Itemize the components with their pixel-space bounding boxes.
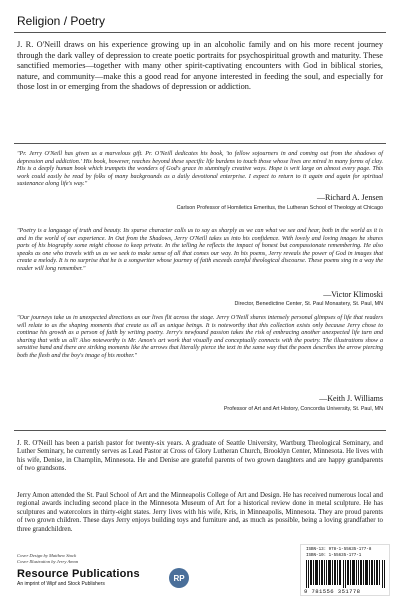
isbn-10: ISBN-10: 1-55635-177-1: [306, 554, 362, 558]
isbn-13: ISBN-13: 978-1-55635-177-8: [306, 548, 372, 552]
publisher-logo-icon: RP: [169, 568, 189, 588]
endorsement-quote: "Pr. Jerry O'Neill has given us a marvelous gift. Pr. O'Neill dedicates his book, 'to fellow sojourners in and coming out from the shadows of depression and addiction.' His book, however, reaches beyond these specific life burdens to touch those whose lives are mired in many forms of clay. His is a deeply human book which trumpets the wonders of God's grace in stunningly creative ways. Hope is writ large on almost every page. This work could easily be read by folks of many backgrounds as a daily devotional enterprise. I expect to return to it again and again for spiritual sustenance along life's way.": [17, 151, 383, 188]
endorser-title: Director, Benedictine Center, St. Paul Monastery, St. Paul, MN: [234, 301, 383, 307]
illustrator-bio: Jerry Amon attended the St. Paul School of Art and the Minneapolis College of Art and Design. He has received numerous local and regional awards including second place in the Minnesota Museum of Art for a historical review done in metal sculpture. He has sculptures and watercolors in thirty-eight states. Jerry lives with his wife, Kris, in Minneapolis, Minnesota. They are proud parents of two grown children. These days Jerry enjoys building toys and furniture and, as much as possible, being a loving grandfather to three grandchildren.: [17, 492, 383, 533]
divider: [14, 143, 386, 144]
endorsement-quote: "Poetry is a language of truth and beauty. Its sparse character calls us to say as sharply as we can what we see and hear, both in the world as it is and in the world of our experience. In Out from the Shadows, Jerry O'Neill takes us into his confidence. With lovely and loving images he shares parts of his biography some might choose to keep private. In the telling he reflects the impact of honest but compassionate remembering. He also speaks as one who travels with us as we seek to make sense of all that comes our way. In his poems, Jerry reveals the power of God in images that create a melody. It is no surprise that he is a songwriter whose journey of faith exceeds careful theological discourse. These poems sing in a way the reader will long remember.": [17, 228, 383, 272]
divider: [14, 32, 386, 33]
barcode-number: 9 781556 351778: [304, 588, 361, 595]
book-description: J. R. O'Neill draws on his experience growing up in an alcoholic family and on his more recent journey through the dark valley of depression to create poetic portraits for psychospiritual growth and maturity. These sanctified memories—together with many other spirit-captivating encounters with God in biblical stories, nature, and community—make this a good read for anyone interested in feeding the soul, and especially for those lost in or emerging from the shadows of depression or addiction.: [17, 40, 383, 92]
author-bio: J. R. O'Neill has been a parish pastor for twenty-six years. A graduate of Seattle University, Wartburg Theological Seminary, and Luther Seminary, he currently serves as Lead Pastor at Cross of Glory Lutheran Church, Brooklyn Center, Minnesota. He lives with his wife, Denise, in Champlin, Minnesota. He and Denise are grateful parents of two grown daughters and are happy grandparents of two grandsons.: [17, 440, 383, 473]
category-label: Religion / Poetry: [17, 14, 106, 28]
publisher-subtitle: An imprint of Wipf and Stock Publishers: [17, 581, 105, 587]
endorser-title: Carlson Professor of Homiletics Emeritus, the Lutheran School of Theology at Chicago: [176, 205, 383, 211]
publisher-name: Resource Publications: [17, 568, 140, 580]
divider: [14, 430, 386, 431]
endorser-name: —Keith J. Williams: [319, 394, 383, 403]
endorsement-quote: "Our journeys take us in unexpected directions as our lives flit across the stage. Jerry O'Neill shares intensely personal glimpses of life that readers will relate to as the shaping moments that create us all as unique beings. It is noteworthy that this collection exists only because Jerry chose to continue his growth as a person of faith by writing poetry. Jerry's newfound passion takes the risk of embracing another unexpected life turn and sharing that with us all! Also noteworthy is Mr. Amon's art work that visually and conceptually connects with the poetry. The illustrations show a sensitive hand and there are striking moments like the arrows that literally pierce the text in the same way that the poem describes the arrow piercing both the flesh and the boy's image of his mother.": [17, 315, 383, 359]
barcode: [300, 544, 390, 596]
cover-illustration-credit: Cover Illustration by Jerry Amon: [17, 559, 79, 565]
barcode-bars-icon: [306, 560, 386, 588]
cover-design-credit: Cover Design by Matthew Stock: [17, 553, 77, 558]
endorser-name: —Victor Klimoski: [323, 290, 383, 299]
endorser-title: Professor of Art and Art History, Concordia University, St. Paul, MN: [223, 406, 383, 412]
publisher-block: [17, 568, 217, 594]
endorser-name: —Richard A. Jensen: [317, 193, 383, 202]
cover-credits: [17, 553, 78, 565]
